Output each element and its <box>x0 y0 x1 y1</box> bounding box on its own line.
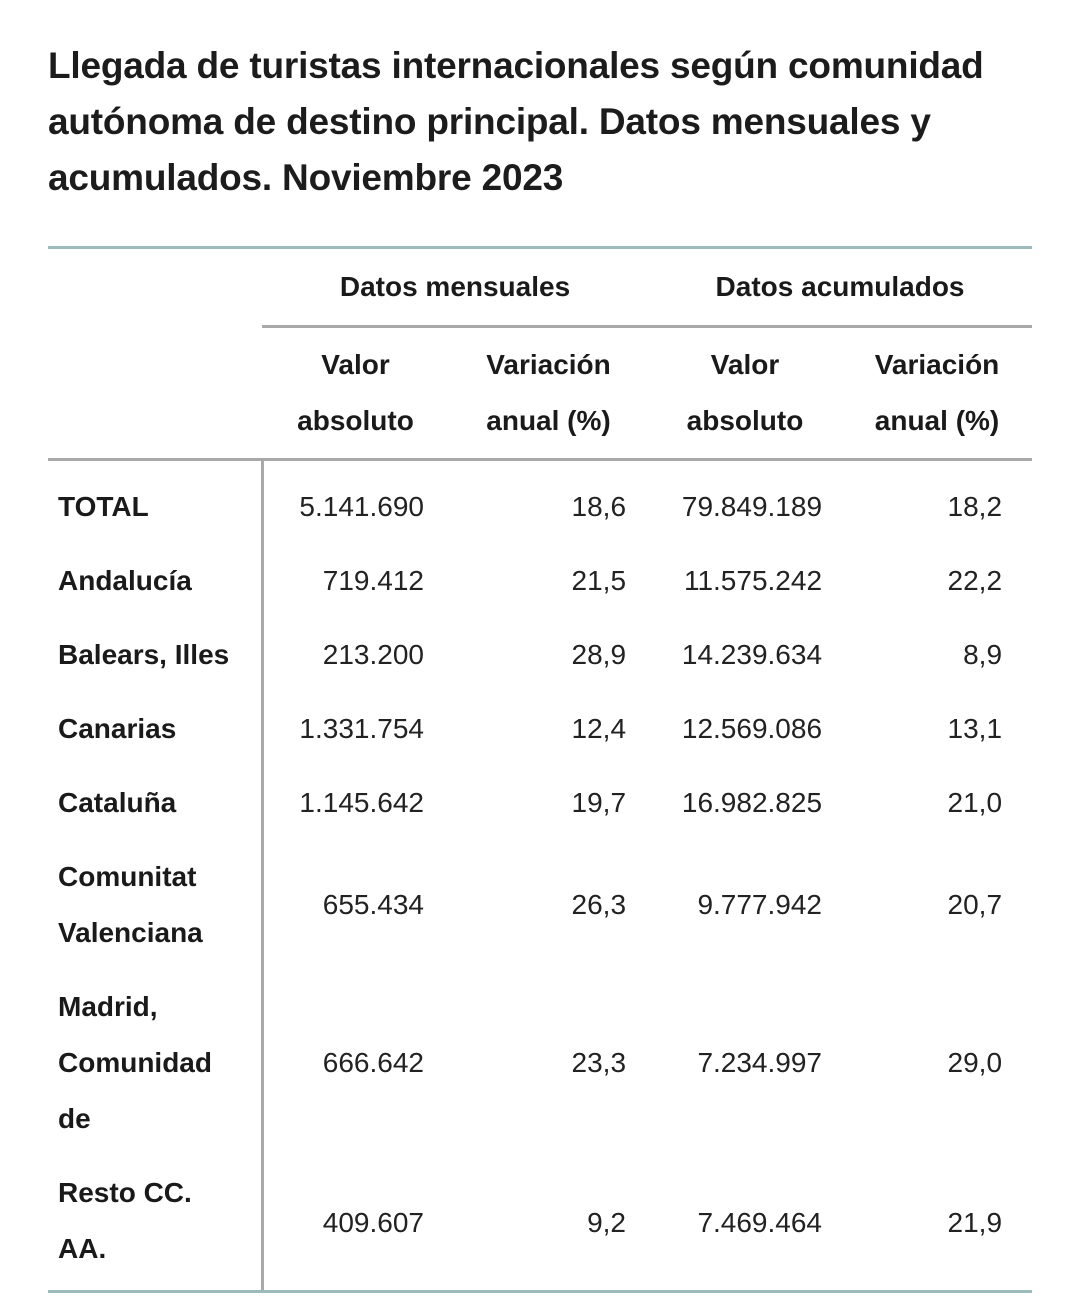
col-header-line: anual (%) <box>874 405 1000 436</box>
col-header-acum-valor <box>648 327 842 460</box>
header-blank-sub <box>48 327 262 460</box>
cell-mensual-variacion: 23,3 <box>571 1047 627 1078</box>
cell-acum-valor: 14.239.634 <box>681 639 823 670</box>
cell-mensual-valor: 719.412 <box>322 565 424 596</box>
row-name: Canarias <box>48 692 262 766</box>
col-header-line: Variación <box>486 349 611 380</box>
cell-mensual-variacion: 18,6 <box>571 491 627 522</box>
cell-mensual-valor: 655.434 <box>322 889 424 920</box>
cell-acum-variacion: 8,9 <box>963 639 1003 670</box>
sub-header-row <box>48 327 1032 460</box>
cell-acum-valor: 9.777.942 <box>697 889 823 920</box>
cell-mensual-valor: 666.642 <box>322 1047 424 1078</box>
cell-acum-variacion: 21,9 <box>842 1156 1032 1292</box>
row-name: Balears, Illes <box>48 618 262 692</box>
cell-mensual-valor: 1.331.754 <box>299 713 424 744</box>
row-name: TOTAL <box>48 460 262 545</box>
row-name: Comunitat Valenciana <box>48 840 262 970</box>
cell-acum-variacion: 22,2 <box>947 565 1003 596</box>
table-row <box>48 840 1032 970</box>
col-header-line: Variación <box>874 349 1000 380</box>
cell-mensual-variacion: 21,5 <box>571 565 627 596</box>
cell-mensual-variacion: 19,7 <box>571 787 627 818</box>
cell-mensual-valor: 213.200 <box>322 639 424 670</box>
group-header-acumulados: Datos acumulados <box>648 248 1032 327</box>
table-container <box>48 246 1032 1293</box>
group-header-mensuales: Datos mensuales <box>262 248 648 327</box>
cell-acum-valor: 11.575.242 <box>683 565 823 596</box>
page-title: Llegada de turistas internacionales según comunidad autónoma de destino principal. Datos mensuales y acumulados. Noviembre 2023 <box>48 45 984 198</box>
cell-acum-variacion: 20,7 <box>947 889 1003 920</box>
cell-mensual-variacion: 26,3 <box>571 889 627 920</box>
row-name: Resto CC. AA. <box>48 1156 262 1292</box>
cell-acum-valor: 7.469.464 <box>648 1156 842 1292</box>
cell-acum-variacion: 18,2 <box>947 491 1003 522</box>
cell-acum-valor: 16.982.825 <box>681 787 823 818</box>
col-header-line: absoluto <box>297 405 414 436</box>
table-row <box>48 1156 1032 1292</box>
row-name: Cataluña <box>48 766 262 840</box>
header-blank <box>48 248 262 327</box>
cell-acum-valor: 7.234.997 <box>697 1047 823 1078</box>
group-header-row <box>48 248 1032 327</box>
cell-mensual-valor: 409.607 <box>262 1156 449 1292</box>
table-row <box>48 544 1032 618</box>
table-row <box>48 692 1032 766</box>
col-header-acum-variacion <box>842 327 1032 460</box>
cell-mensual-variacion: 12,4 <box>571 713 627 744</box>
cell-mensual-valor: 1.145.642 <box>299 787 424 818</box>
col-header-mensual-variacion <box>449 327 648 460</box>
cell-mensual-variacion: 28,9 <box>571 639 627 670</box>
col-header-line: absoluto <box>686 405 804 436</box>
cell-acum-variacion: 29,0 <box>947 1047 1003 1078</box>
table-row <box>48 766 1032 840</box>
table-body <box>48 460 1032 1292</box>
table-row <box>48 618 1032 692</box>
page <box>48 38 1032 1264</box>
table-row <box>48 970 1032 1156</box>
col-header-line: Valor <box>321 349 390 380</box>
cell-mensual-valor: 5.141.690 <box>299 491 424 522</box>
cell-acum-valor: 12.569.086 <box>681 713 823 744</box>
cell-acum-variacion: 13,1 <box>947 713 1003 744</box>
cell-acum-variacion: 21,0 <box>947 787 1003 818</box>
table-row <box>48 460 1032 545</box>
tourist-arrivals-table <box>48 246 1032 1293</box>
col-header-mensual-valor <box>262 327 449 460</box>
cell-mensual-variacion: 9,2 <box>449 1156 648 1292</box>
row-name: Andalucía <box>48 544 262 618</box>
row-name: Madrid, Comunidad de <box>48 970 262 1156</box>
cell-acum-valor: 79.849.189 <box>681 491 823 522</box>
col-header-line: Valor <box>710 349 780 380</box>
col-header-line: anual (%) <box>486 405 611 436</box>
